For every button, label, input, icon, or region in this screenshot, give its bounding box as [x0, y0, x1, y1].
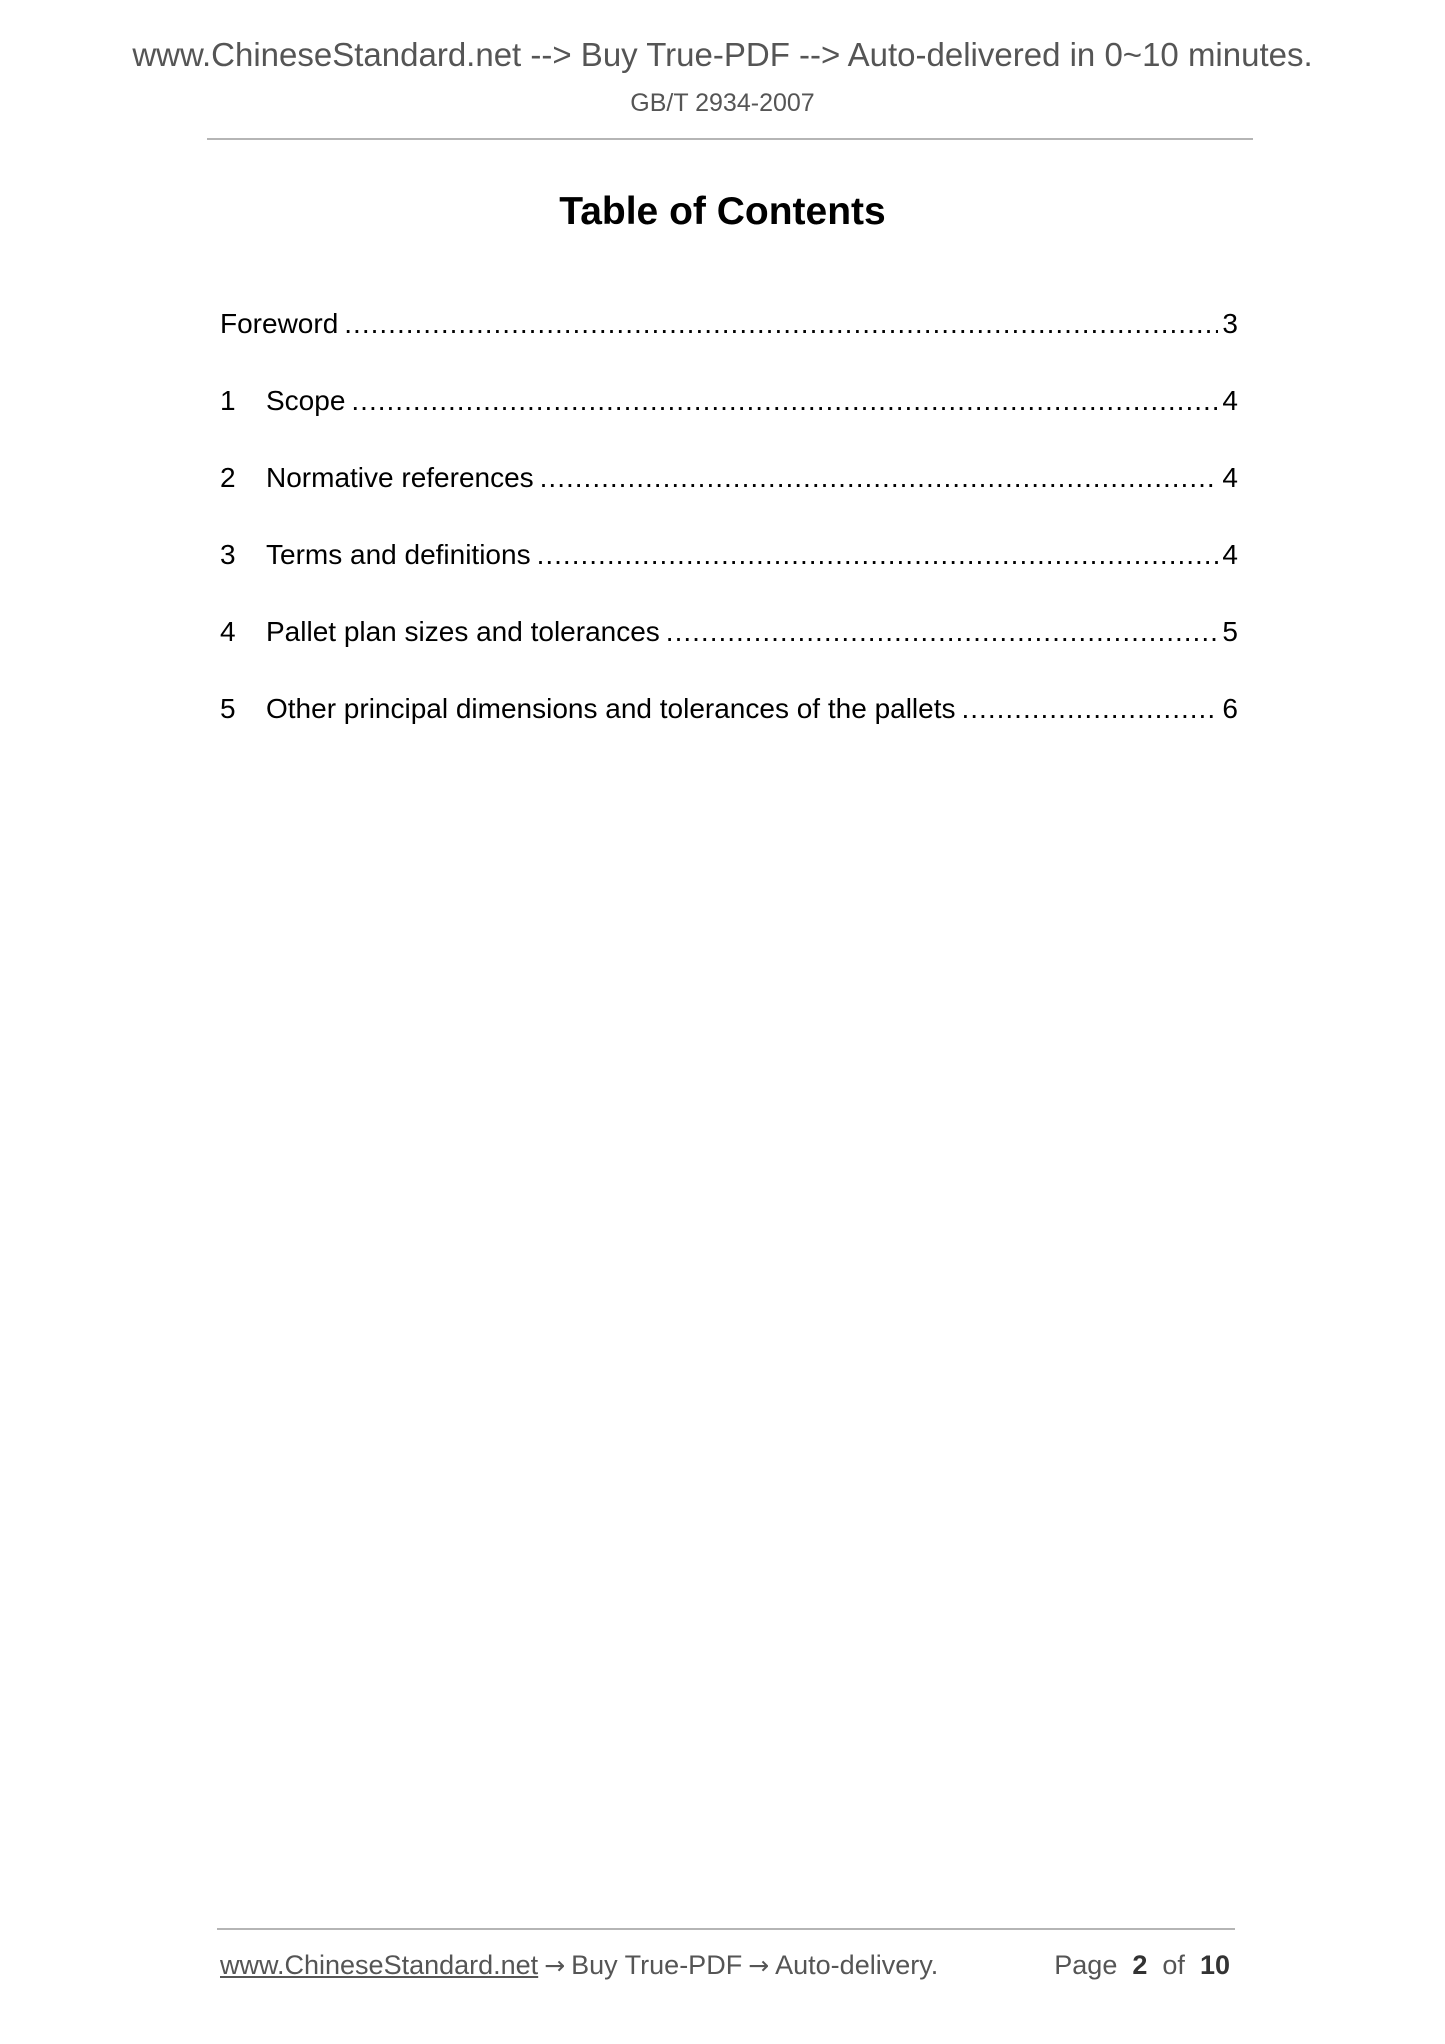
total-pages: 10 — [1199, 1950, 1230, 1980]
toc-dot-leader — [351, 385, 1218, 417]
page-word: Page — [1054, 1950, 1118, 1980]
toc-dot-leader — [962, 693, 1219, 725]
header-banner: www.ChineseStandard.net --> Buy True-PDF --> Auto-delivered in 0~10 minutes. — [132, 36, 1313, 73]
footer-promo — [220, 1950, 938, 1981]
toc-entry-label: Scope — [266, 385, 346, 416]
toc-entry-foreword[interactable] — [220, 308, 1238, 385]
page-number — [1054, 1950, 1230, 1981]
of-word: of — [1162, 1950, 1185, 1980]
toc-entry-label: Normative references — [266, 462, 534, 493]
footer-divider — [217, 1928, 1235, 1930]
footer-buy-text: Buy True-PDF — [571, 1950, 743, 1980]
toc-entry-label: Pallet plan sizes and tolerances — [266, 616, 660, 647]
toc-entry-page: 6 — [1222, 693, 1238, 724]
toc-entry-scope[interactable] — [220, 385, 1238, 462]
standard-code: GB/T 2934-2007 — [630, 89, 815, 117]
toc-entry-number: 1 — [220, 385, 236, 416]
toc-dot-leader — [666, 616, 1219, 648]
toc-entry-page: 4 — [1222, 539, 1238, 570]
header-divider — [207, 138, 1253, 140]
toc-entry-page: 5 — [1222, 616, 1238, 647]
footer-delivery-text: Auto-delivery. — [775, 1950, 939, 1980]
current-page: 2 — [1132, 1950, 1148, 1980]
toc-entry-other-principal-dimensions[interactable] — [220, 693, 1238, 770]
toc-entry-number: 3 — [220, 539, 236, 570]
toc-entry-label: Foreword — [220, 308, 339, 339]
toc-entry-terms-and-definitions[interactable] — [220, 539, 1238, 616]
toc-entry-page: 3 — [1222, 308, 1238, 339]
toc-entry-pallet-plan-sizes[interactable] — [220, 616, 1238, 693]
page-footer — [220, 1950, 1230, 1990]
right-arrow-icon: → — [544, 1951, 566, 1980]
toc-entry-number: 4 — [220, 616, 236, 647]
right-arrow-icon: → — [748, 1951, 770, 1980]
toc-dot-leader — [540, 462, 1219, 494]
toc-entry-page: 4 — [1222, 462, 1238, 493]
toc-entry-normative-references[interactable] — [220, 462, 1238, 539]
toc-dot-leader — [344, 308, 1218, 340]
footer-site-link[interactable]: www.ChineseStandard.net — [220, 1950, 539, 1980]
toc-entry-number: 2 — [220, 462, 236, 493]
toc-entry-label: Other principal dimensions and tolerances of the pallets — [266, 693, 956, 724]
toc-entry-page: 4 — [1222, 385, 1238, 416]
toc-entry-label: Terms and definitions — [266, 539, 531, 570]
toc-list — [220, 308, 1238, 770]
toc-dot-leader — [537, 539, 1219, 571]
toc-title: Table of Contents — [559, 190, 886, 233]
toc-entry-number: 5 — [220, 693, 236, 724]
